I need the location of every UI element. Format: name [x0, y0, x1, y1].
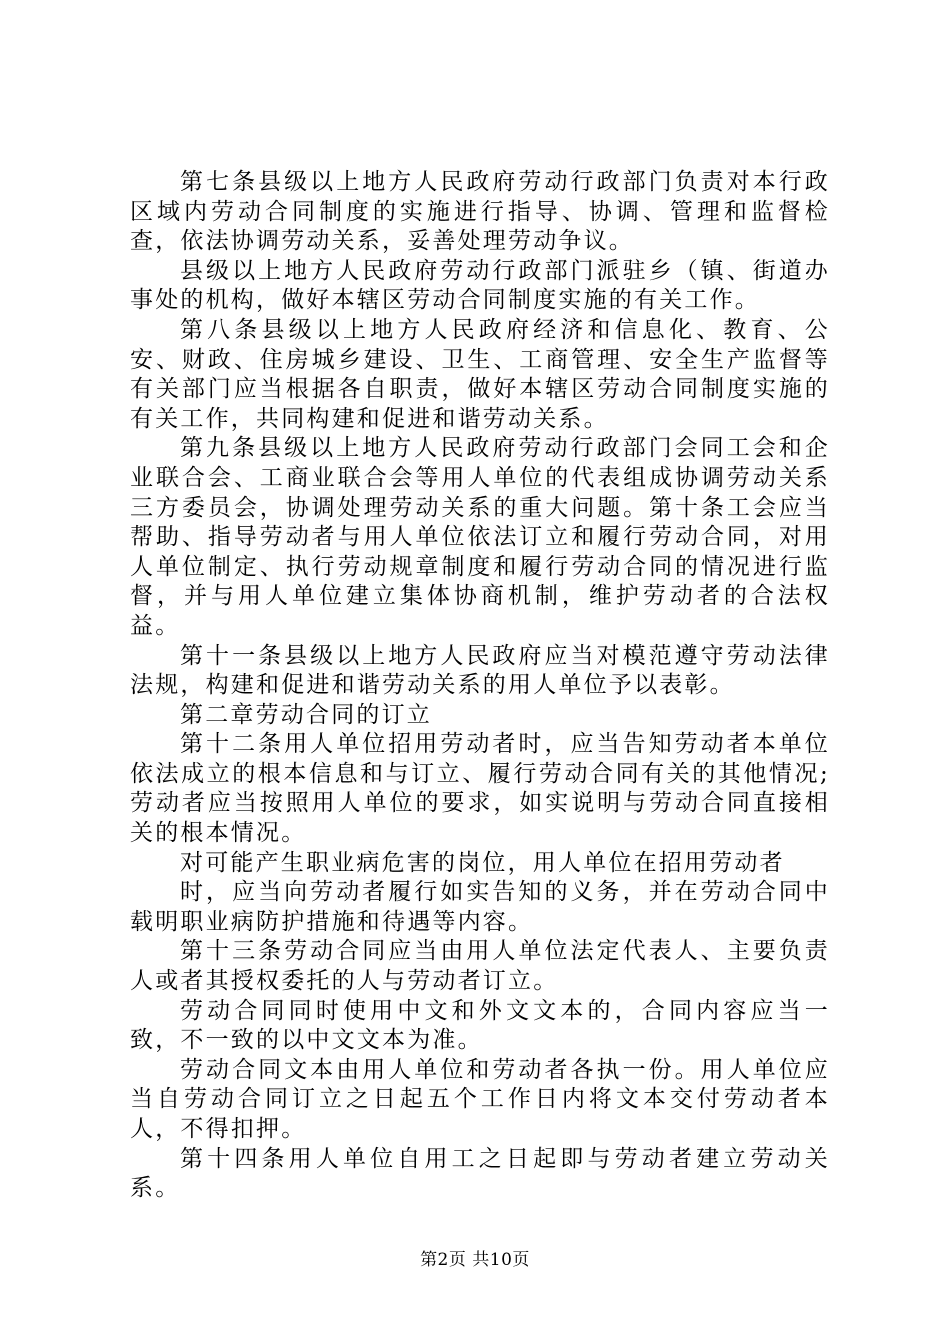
paragraph-article-12: 第十二条用人单位招用劳动者时，应当告知劳动者本单位依法成立的根本信息和与订立、履行劳动合同有关的其他情况;劳动者应当按照用人单位的要求，如实说明与劳动合同直接相关的根本情况。	[130, 731, 830, 847]
paragraph-article-11: 第十一条县级以上地方人民政府应当对模范遵守劳动法律法规，构建和促进和谐劳动关系的用人单位予以表彰。	[130, 642, 830, 699]
paragraph-article-14: 第十四条用人单位自用工之日起即与劳动者建立劳动关系。	[130, 1145, 830, 1202]
paragraph-article-7-township: 县级以上地方人民政府劳动行政部门派驻乡（镇、街道办事处的机构，做好本辖区劳动合同制度实施的有关工作。	[130, 257, 830, 314]
document-body	[130, 168, 830, 1204]
paragraph-occupational-hazard-cont: 时，应当向劳动者履行如实告知的义务，并在劳动合同中载明职业病防护措施和待遇等内容。	[130, 879, 830, 935]
paragraph-article-8: 第八条县级以上地方人民政府经济和信息化、教育、公安、财政、住房城乡建设、卫生、工商管理、安全生产监督等有关部门应当根据各自职责，做好本辖区劳动合同制度实施的有关工作，共同构建和促进和谐劳动关系。	[130, 316, 830, 432]
paragraph-occupational-hazard: 对可能产生职业病危害的岗位，用人单位在招用劳动者	[180, 849, 785, 876]
paragraph-contract-copies: 劳动合同文本由用人单位和劳动者各执一份。用人单位应当自劳动合同订立之日起五个工作日内将文本交付劳动者本人，不得扣押。	[130, 1056, 830, 1142]
page-number-footer: 第2页 共10页	[420, 1250, 530, 1270]
paragraph-language-version: 劳动合同同时使用中文和外文文本的，合同内容应当一致，不一致的以中文文本为准。	[130, 997, 830, 1054]
paragraph-article-9-10: 第九条县级以上地方人民政府劳动行政部门会同工会和企业联合会、工商业联合会等用人单位的代表组成协调劳动关系三方委员会，协调处理劳动关系的重大问题。第十条工会应当帮助、指导劳动者与用人单位依法订立和履行劳动合同，对用人单位制定、执行劳动规章制度和履行劳动合同的情况进行监督，并与用人单位建立集体协商机制，维护劳动者的合法权益。	[130, 435, 830, 639]
chapter-heading: 第二章劳动合同的订立	[180, 701, 432, 728]
paragraph-article-7: 第七条县级以上地方人民政府劳动行政部门负责对本行政区域内劳动合同制度的实施进行指导、协调、管理和监督检查，依法协调劳动关系，妥善处理劳动争议。	[130, 169, 830, 255]
paragraph-article-13: 第十三条劳动合同应当由用人单位法定代表人、主要负责人或者其授权委托的人与劳动者订立。	[130, 938, 830, 995]
